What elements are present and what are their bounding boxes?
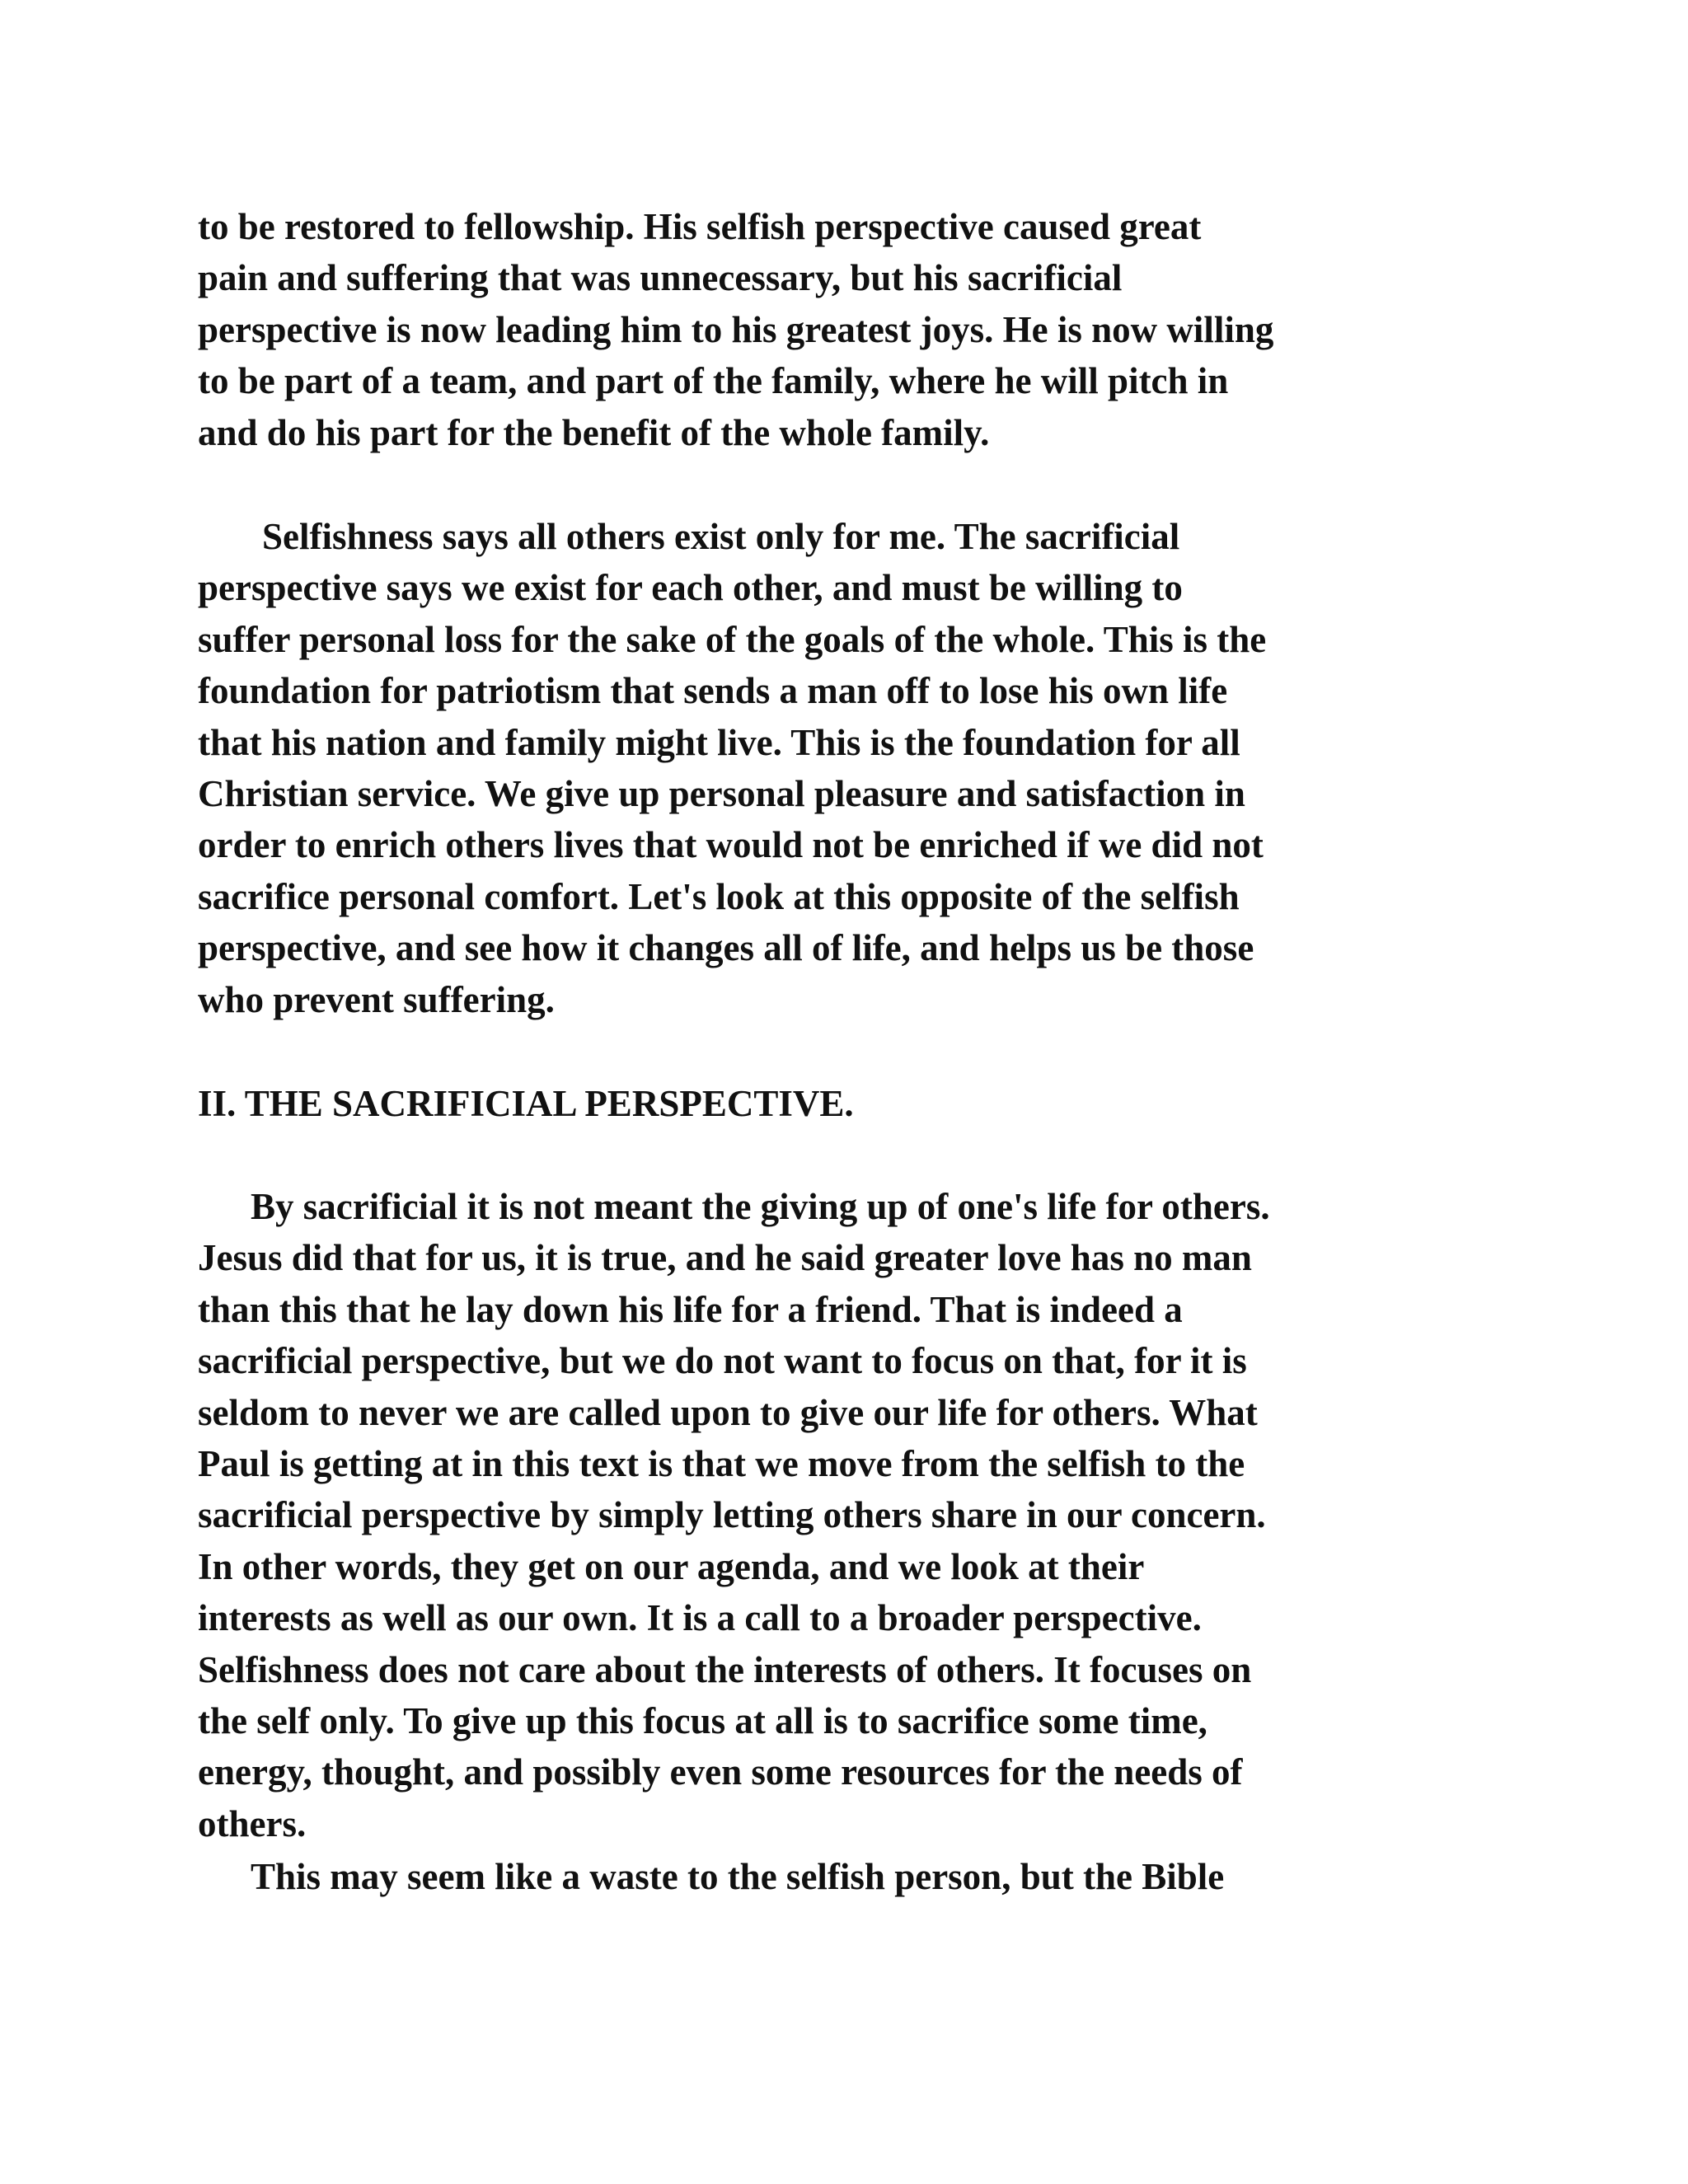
text-line: the self only. To give up this focus at all is to sacrifice some time, (198, 1699, 1207, 1741)
text-line: Selfishness does not care about the interests of others. It focuses on (198, 1648, 1252, 1690)
text-line: Christian service. We give up personal pleasure and satisfaction in (198, 772, 1245, 814)
text-line: energy, thought, and possibly even some resources for the needs of (198, 1751, 1243, 1793)
text-line: others. (198, 1802, 307, 1844)
text-line: sacrifice personal comfort. Let's look at this opposite of the selfish (198, 875, 1240, 917)
text-line: suffer personal loss for the sake of the goals of the whole. This is the (198, 618, 1267, 660)
text-line: to be part of a team, and part of the family, where he will pitch in (198, 360, 1229, 402)
text-line: interests as well as our own. It is a call to a broader perspective. (198, 1597, 1202, 1639)
text-line: who prevent suffering. (198, 978, 555, 1020)
paragraph-restored-fellowship (198, 201, 1517, 458)
text-line: and do his part for the benefit of the whole family. (198, 411, 990, 453)
section-heading (198, 1078, 1517, 1129)
text-line: Selfishness says all others exist only for me. The sacrificial (262, 516, 1180, 557)
text-line: than this that he lay down his life for a friend. That is indeed a (198, 1288, 1183, 1330)
paragraph-selfishness-says (198, 511, 1517, 1025)
text-line: This may seem like a waste to the selfish person, but the Bible (251, 1856, 1225, 1897)
text-line: Jesus did that for us, it is true, and he said greater love has no man (198, 1237, 1252, 1279)
paragraph-may-seem-waste (198, 1851, 1517, 1902)
text-line: sacrificial perspective by simply letting others share in our concern. (198, 1494, 1266, 1536)
text-line: perspective, and see how it changes all of life, and helps us be those (198, 927, 1254, 969)
heading-text: II. THE SACRIFICIAL PERSPECTIVE. (198, 1083, 854, 1124)
text-line: sacrificial perspective, but we do not want to focus on that, for it is (198, 1340, 1247, 1382)
text-line: pain and suffering that was unnecessary, but his sacrificial (198, 257, 1123, 299)
text-line: perspective says we exist for each other, and must be willing to (198, 567, 1183, 609)
text-line: perspective is now leading him to his greatest joys. He is now willing (198, 308, 1274, 350)
text-line: order to enrich others lives that would not be enriched if we did not (198, 824, 1264, 866)
text-line: foundation for patriotism that sends a man off to lose his own life (198, 670, 1228, 712)
text-line: By sacrificial it is not meant the giving up of one's life for others. (251, 1186, 1270, 1227)
paragraph-by-sacrificial (198, 1181, 1517, 1849)
text-line: that his nation and family might live. This is the foundation for all (198, 721, 1240, 763)
text-line: to be restored to fellowship. His selfish perspective caused great (198, 206, 1202, 247)
text-line: Paul is getting at in this text is that we move from the selfish to the (198, 1442, 1245, 1484)
text-line: seldom to never we are called upon to give our life for others. What (198, 1391, 1258, 1433)
text-line: In other words, they get on our agenda, and we look at their (198, 1545, 1145, 1587)
